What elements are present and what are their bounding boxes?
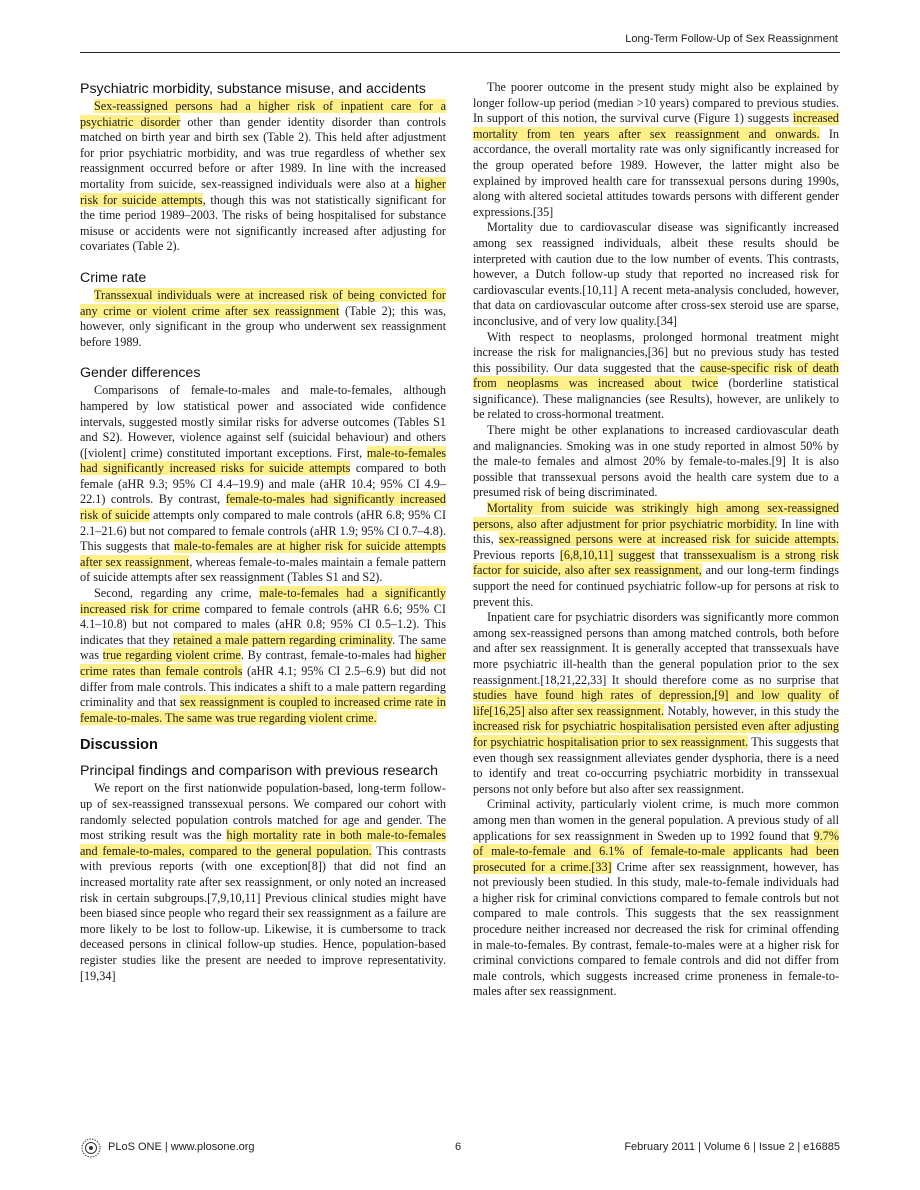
paragraph-principal: We report on the first nationwide population-based, long-term follow-up of sex-reassigned transsexual persons. We compared our cohort with randomly selected population controls matched for age and gender. The most striking result was the high mortality rate in both male-to-females and female-to-males, compared to the general population. This contrasts with previous reports (with one exception[8]) that did not find an increased mortality rate after sex reassignment, or only noted an increased risk in certain subgroups.[7,9,10,11] Previous clinical studies might have been biased since people who regard their sex reassignment as a failure are more likely to be lost to follow-up. Likewise, it is cumbersome to track deceased persons in clinical follow-up studies. Hence, population-based register studies like the present are needed to improve representativity.[19,34]: [80, 781, 446, 983]
highlight: increased risk for psychiatric hospitalisation persisted even after adjusting for psychiatric hospitalisation prior to sex reassignment.: [473, 719, 839, 749]
left-column: [80, 80, 446, 984]
paragraph-right-1: The poorer outcome in the present study might also be explained by longer follow-up period (median >10 years) compared to previous studies. In support of this notion, the survival curve (Figure 1) suggests increased mortality from ten years after sex reassignment and onwards. In accordance, the overall mortality rate was only significantly increased for the group operated before 1989. However, the latter might also be explained by improved health care for transsexual persons during 1990s, along with altered societal attitudes towards persons with different gender expressions.[35]: [473, 80, 839, 219]
heading-crime-rate: Crime rate: [80, 269, 147, 286]
page-number: 6: [455, 1141, 462, 1153]
highlight: male-to-females had significantly increased risks for suicide attempts: [80, 445, 446, 476]
highlight: retained a male pattern regarding criminality: [173, 632, 393, 647]
paragraph-gender-1: Comparisons of female-to-males and male-to-females, although hampered by low statistical power and associated wide confidence intervals, suggested mostly similar risks for adverse outcomes (Tables S1 and S2). However, violence against self (suicidal behaviour) and others ([violent] crime) constituted important exceptions. First, male-to-females had significantly increased risks for suicide attempts compared to both female (aHR 9.3; 95% CI 4.4–19.9) and male (aHR 10.4; 95% CI 4.9–22.1) controls. By contrast, female-to-males had significantly increased risk of suicide attempts only compared to male controls (aHR 6.8; 95% CI 2.1–21.6) but not compared to female controls (aHR 1.9; 95% CI 0.7–4.8). This suggests that male-to-females are at higher risk for suicide attempts after sex reassignment, whereas female-to-males maintain a female pattern of suicide attempts after sex reassignment (Tables S1 and S2).: [80, 383, 446, 585]
highlight: sex reassignment is coupled to increased crime rate in female-to-males. The same was true regarding violent crime.: [80, 695, 446, 725]
paragraph-right-2: Mortality due to cardiovascular disease was significantly increased among sex reassigned individuals, albeit these results should be interpreted with caution due to the low number of events. This contrasts, however, a Dutch follow-up study that reported no increased risk for cardiovascular events.[10,11] A recent meta-analysis concluded, however, that data on cardiovascular outcome after cross-sex steroid use are sparse, inconclusive, and of very low quality.[34]: [473, 220, 839, 328]
running-head: Long-Term Follow-Up of Sex Reassignment: [625, 33, 838, 45]
highlight: high mortality rate in both male-to-females and female-to-males, compared to the general population.: [80, 828, 446, 858]
paragraph-right-6: Inpatient care for psychiatric disorders was significantly more common among sex-reassigned persons than among matched controls, both before and after sex reassignment. It is generally accepted that transsexuals have more psychiatric ill-health than the general population prior to the sex reassignment.[18,21,22,33] It should therefore come as no surprise that studies have found high rates of depression,[9] and low quality of life[16,25] also after sex reassignment. Notably, however, in this study the increased risk for psychiatric hospitalisation persisted even after adjusting for psychiatric hospitalisation prior to sex reassignment. This suggests that even though sex reassignment alleviates gender dysphoria, there is a need to identify and treat co-occurring psychiatric morbidity in transsexual persons not only before but also after sex reassignment.: [473, 610, 839, 796]
footer-issue: February 2011 | Volume 6 | Issue 2 | e16885: [624, 1141, 840, 1153]
header-rule: [80, 52, 840, 53]
highlight: cause-specific risk of death from neoplasms was increased about twice: [473, 360, 839, 391]
heading-psychiatric-morbidity: Psychiatric morbidity, substance misuse, and accidents: [80, 81, 426, 97]
paragraph-right-7: Criminal activity, particularly violent crime, is much more common among men than women in the general population. A previous study of all applications for sex reassignment in Sweden up to 1992 found that 9.7% of male-to-female and 6.1% of female-to-male applicants had been prosecuted for a crime.[33] Crime after sex reassignment, however, has not previously been studied. In this study, male-to-female individuals had a higher risk for criminal convictions compared to female controls but not compared to male controls. This suggests that the sex reassignment procedure neither increased nor decreased the risk for criminal offending in male-to-females. By contrast, female-to-males were at a higher risk for criminal convictions compared to female controls and did not differ from male controls, which suggests increased crime proneness in female-to-males after sex reassignment.: [473, 797, 839, 999]
heading-principal-findings: Principal findings and comparison with previous research: [80, 763, 439, 780]
paragraph-crime: Transsexual individuals were at increased risk of being convicted for any crime or violent crime after sex reassignment (Table 2); this was, however, only significant in the group who underwent sex reassignment before 1989.: [80, 287, 446, 349]
highlight: Sex-reassigned persons had a higher risk of inpatient care for a psychiatric disorder: [80, 99, 446, 129]
highlight: transsexualism is a strong risk factor for suicide, also after sex reassignment,: [473, 547, 839, 578]
highlight: true regarding violent crime: [102, 648, 241, 663]
heading-discussion: Discussion: [80, 737, 158, 754]
highlight: higher crime rates than female controls: [80, 648, 446, 678]
paragraph-right-4: There might be other explanations to increased cardiovascular death and malignancies. Smoking was in one study reported in almost 50% by the male-to females and almost 20% by female-to-males.[9] It is also possible that transsexual persons avoid the health care system due to a presumed risk of being discriminated.: [473, 423, 839, 500]
paragraph-right-3: With respect to neoplasms, prolonged hormonal treatment might increase the risk for malignancies,[36] but no previous study has tested this possibility. Our data suggested that the cause-specific risk of death from neoplasms was increased about twice (borderline statistical significance). These malignancies (see Results), however, are unlikely to be related to cross-hormonal treatment.: [473, 329, 839, 422]
highlight: male-to-females are at higher risk for suicide attempts after sex reassignment: [80, 539, 446, 569]
paragraph-psychiatric: Sex-reassigned persons had a higher risk of inpatient care for a psychiatric disorder other than gender identity disorder than controls matched on birth year and birth sex (Table 2). This held after adjustment for prior psychiatric morbidity, and was true regardless of whether sex reassignment occurred before or after 1989. In line with the increased mortality from suicide, sex-reassigned individuals were also at a higher risk for suicide attempts, though this was not statistically significant for the time period 1989–2003. The risks of being hospitalised for substance misuse or accidents were not significantly increased after adjusting for covariates (Table 2).: [80, 99, 446, 254]
plos-logo-icon: [80, 1137, 102, 1159]
highlight: female-to-males had significantly increased risk of suicide: [80, 492, 446, 523]
highlight: 9.7% of male-to-female and 6.1% of female-to-male applicants had been prosecuted for a crime.[33]: [473, 828, 839, 874]
highlight: male-to-females had a significantly increased risk for crime: [80, 586, 447, 616]
highlight: increased mortality from ten years after sex reassignment and onwards.: [473, 111, 839, 141]
highlight: higher risk for suicide attempts: [80, 176, 446, 207]
highlight: sex-reassigned persons were at increased risk for suicide attempts.: [498, 532, 839, 547]
highlight: Mortality from suicide was strikingly high among sex-reassigned persons, also after adjustment for prior psychiatric morbidity.: [473, 501, 839, 531]
highlight: studies have found high rates of depression,[9] and low quality of life[16,25] also after sex reassignment.: [473, 688, 839, 718]
paragraph-gender-2: Second, regarding any crime, male-to-females had a significantly increased risk for crime compared to female controls (aHR 6.6; 95% CI 4.1–10.8) but not compared to males (aHR 0.8; 95% CI 0.5–1.2). This indicates that they retained a male pattern regarding criminality. The same was true regarding violent crime. By contrast, female-to-males had higher crime rates than female controls (aHR 4.1; 95% CI 2.5–6.9) but did not differ from male controls. This indicates a shift to a male pattern regarding criminality and that sex reassignment is coupled to increased crime rate in female-to-males. The same was true regarding violent crime.: [80, 586, 447, 725]
footer-journal: PLoS ONE | www.plosone.org: [108, 1141, 255, 1153]
paragraph-right-5: Mortality from suicide was strikingly high among sex-reassigned persons, also after adjustment for prior psychiatric morbidity. In line with this, sex-reassigned persons were at increased risk for suicide attempts. Previous reports [6,8,10,11] suggest that transsexualism is a strong risk factor for suicide, also after sex reassignment, and our long-term findings support the need for continued psychiatric follow-up for persons at risk to prevent this.: [473, 501, 840, 609]
highlight: Transsexual individuals were at increased risk of being convicted for any crime or violent crime after sex reassignment: [80, 287, 446, 318]
heading-gender-differences: Gender differences: [80, 365, 201, 382]
highlight: [6,8,10,11] suggest: [559, 547, 655, 562]
right-column: [473, 80, 839, 1000]
